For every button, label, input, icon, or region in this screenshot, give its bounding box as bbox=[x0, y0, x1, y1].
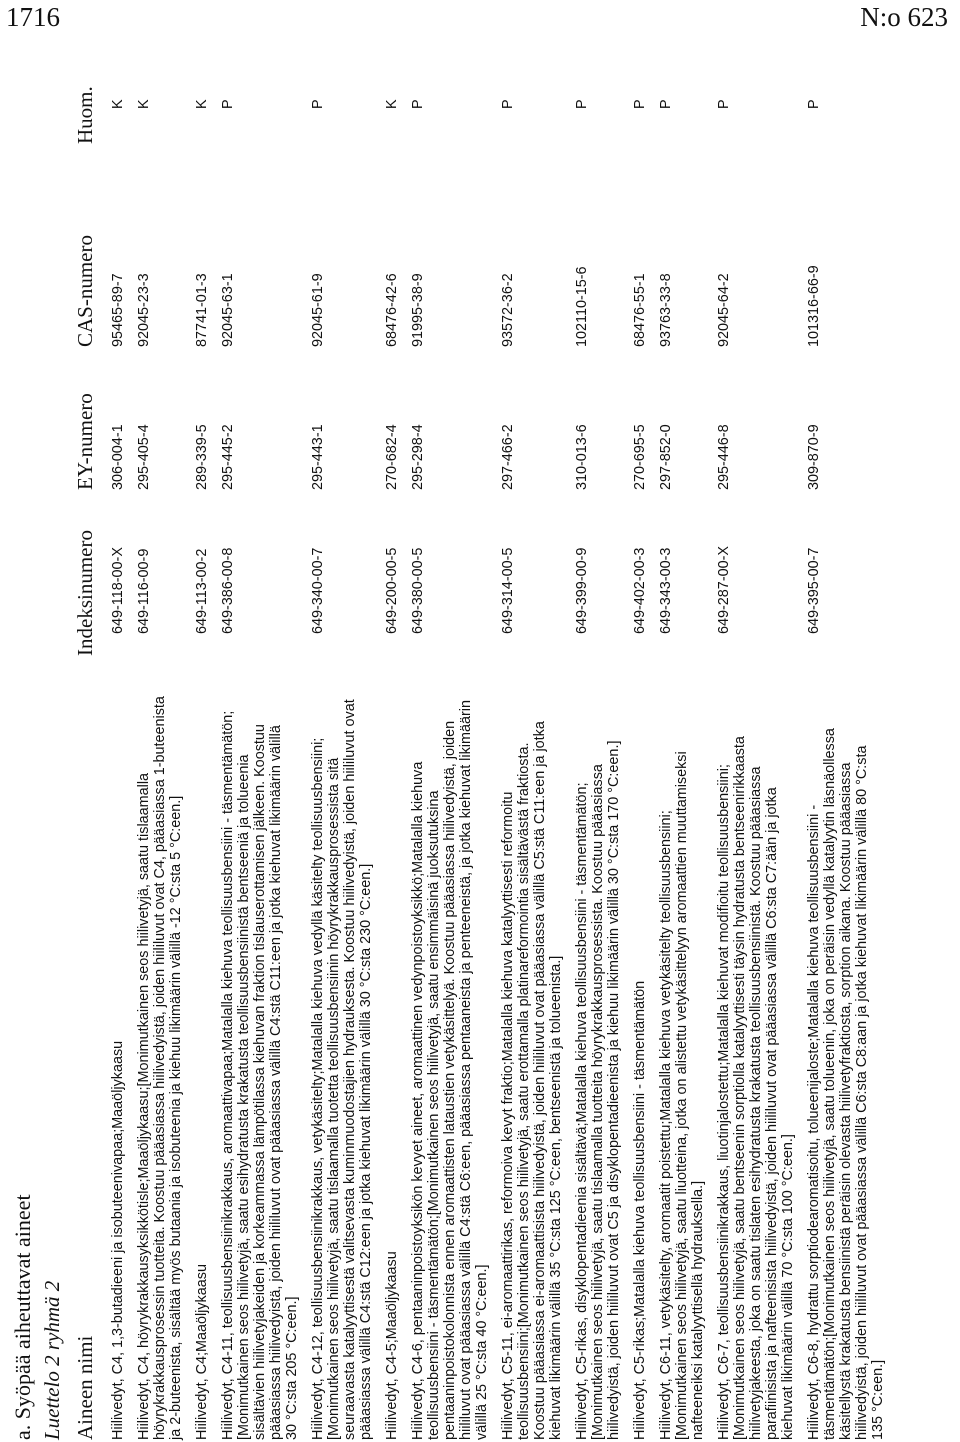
substance-name-line: ja 2-buteenista, sisältää myös butaania ja isobuteenia ja kiehuu likimäärin välillä -12 °C:sta 5 °C:een.] bbox=[168, 795, 184, 1440]
substance-name-line: hiilivedyistä, joiden hiililuvut ovat C5 ja disyklopentadieenista ja kiehuu likimäärin välillä 30 °C:sta 170 °C:een.] bbox=[606, 740, 622, 1440]
substance-name-line: Hiilivedyt, C4, höyrykrakkausyksikkötisle;Maaöljykaasu;[Monimutkainen seos hiilivetyjä, saatu tislaamalla bbox=[136, 772, 152, 1440]
note-code: K bbox=[110, 99, 126, 109]
header-ey: EY-numero bbox=[73, 393, 97, 490]
substance-name-line: [Monimutkainen seos hiilivetyjä, saatu bentseenin sorptiolla katalyyttisesti täysin hydratusta bentseenirikkaasta bbox=[732, 736, 748, 1440]
cas-number: 87741-01-3 bbox=[194, 273, 210, 347]
header-note: Huom. bbox=[73, 86, 97, 144]
index-number: 649-402-00-3 bbox=[632, 547, 648, 634]
note-code: P bbox=[310, 99, 326, 109]
substance-name-line: Hiilivedyt, C4-12, teollisuusbensiinikrakkaus, vetykäsitelty;Matalalla kiehuva vedyllä käsitelty teollisuusbensiini; bbox=[310, 737, 326, 1440]
note-code: K bbox=[384, 99, 400, 109]
index-number: 649-343-00-3 bbox=[658, 547, 674, 634]
substance-name bbox=[136, 660, 184, 1440]
index-number: 649-200-00-5 bbox=[384, 547, 400, 634]
note-code: K bbox=[136, 99, 152, 109]
substance-name-line: hiililuvut ovat pääasiassa välillä C4:stä C6:een, pääasiassa pentaaneista ja penteeneistä, ja jotka kiehuvat likimäärin bbox=[458, 700, 474, 1440]
substance-name-line: täsmentämätön;[Monimutkainen seos hiilivetyjä, saatu tolueenin, joka on peräisin vedyllä katalyytin läsnäollessa bbox=[822, 728, 838, 1440]
substance-name-line: Hiilivedyt, C4-6, pentaaninpoistoyksikön kevyet aineet, aromaattinen vedynpoistoyksikkö;Matalalla kiehuva bbox=[410, 761, 426, 1440]
section-title: a. Syöpää aiheuttavat aineet bbox=[10, 1194, 35, 1440]
index-number: 649-314-00-5 bbox=[500, 547, 516, 634]
index-number: 649-113-00-2 bbox=[194, 548, 210, 634]
ey-number: 297-852-0 bbox=[658, 424, 674, 490]
header-name: Aineen nimi bbox=[73, 1335, 97, 1440]
substance-name-line: pääasiassa välillä C4:stä C12:een ja jotka kiehuvat likimäärin välillä 30 °C:sta 230 °C:een.] bbox=[358, 863, 374, 1440]
list-title: Luettelo 2 ryhmä 2 bbox=[40, 1280, 64, 1440]
substance-name-line: Hiilivedyt, C6-7, teollisuusbensiinikrakkaus, liuotinjalostettu;Matalalla kiehuvat modifioitu teollisuusbensiini; bbox=[716, 764, 732, 1440]
ey-number: 309-870-9 bbox=[806, 424, 822, 490]
substance-name bbox=[384, 660, 400, 1440]
index-number: 649-399-00-9 bbox=[574, 547, 590, 634]
substance-name-line: teollisuusbensiini;[Monimutkainen seos hiilivetyjä, saatu erottamalla platinareformointia sisältävästä fraktiosta. bbox=[516, 742, 532, 1440]
substance-name-line: välillä 25 °C:sta 40 °C:een.] bbox=[474, 1264, 490, 1440]
ey-number: 310-013-6 bbox=[574, 424, 590, 490]
substance-name-line: Koostuu pääasiassa ei-aromaattisista hiilivedyistä, joiden hiililuvut ovat pääasiassa välillä C5:stä C11:een ja jotka bbox=[532, 721, 548, 1440]
index-number: 649-116-00-9 bbox=[136, 548, 152, 634]
substance-name bbox=[658, 660, 706, 1440]
substance-name-line: parafiinisista ja nafteenisista hiilivedyistä, joiden hiililuvut ovat pääasiassa välillä C6:sta C7:ään ja jotka bbox=[764, 787, 780, 1440]
substance-name bbox=[716, 660, 796, 1440]
substance-name-line: sisältävien hiilivetyjakeiden ja korkeammassa lämpötilassa kiehuvan fraktion tislauserottamisen jälkeen. Koostuu bbox=[252, 724, 268, 1440]
index-number: 649-386-00-8 bbox=[220, 547, 236, 634]
substance-name-line: [Monimutkainen seos hiilivetyjä, saatu liuotteina, jotka on alistettu vetykäsittelyyn aromaattien muuttamiseksi bbox=[674, 751, 690, 1440]
note-code: P bbox=[716, 99, 732, 109]
substance-name-line: Hiilivedyt, C4-5;Maaöljykaasu bbox=[384, 1251, 400, 1440]
issue-number: N:o 623 bbox=[860, 2, 948, 32]
substance-name-line: Hiilivedyt, C4;Maaöljykaasu bbox=[194, 1264, 210, 1440]
ey-number: 295-298-4 bbox=[410, 424, 426, 490]
substance-name-line: Hiilivedyt, C5-rikas, disyklopentadieenia sisältävä;Matalalla kiehuva teollisuusbensiini - täsmentämätön; bbox=[574, 782, 590, 1440]
substance-name-line: Hiilivedyt, C5-rikas;Matalalla kiehuva teollisuusbensiini - täsmentämätön bbox=[632, 980, 648, 1440]
substance-name-line: Hiilivedyt, C6-11, vetykäsitelty, aromaatit poistettu;Matalalla kiehuva vetykäsitelty teollisuusbensiini; bbox=[658, 810, 674, 1440]
substance-name-line: 30 °C:sta 205 °C:een.] bbox=[284, 1296, 300, 1440]
substance-name-line: kiehuvat likimäärin välillä 70 °C:sta 100 °C:een.] bbox=[780, 1134, 796, 1440]
cas-number: 93763-33-8 bbox=[658, 273, 674, 347]
ey-number: 297-466-2 bbox=[500, 424, 516, 490]
substance-name-line: hiilivetyjakeesta, joka on saatu tislaten esihydratusta krakatusta teollisuusbensiinistä. Koostuu pääasiassa bbox=[748, 766, 764, 1440]
rotated-table-page bbox=[10, 60, 950, 1440]
substance-name-line: [Monimutkainen seos hiilivetyjä, saatu tislaamalla tuotteita höyrykrakkausprosessista. Koostuu pääasiassa bbox=[590, 764, 606, 1440]
index-number: 649-287-00-X bbox=[716, 545, 732, 634]
cas-number: 92045-23-3 bbox=[136, 273, 152, 347]
substance-name-line: [Monimutkainen seos hiilivetyjä, saatu tislaamalla tuotetta teollisuusbensiinin höyrykrakkausprosessista sitä bbox=[326, 757, 342, 1440]
note-code: P bbox=[632, 99, 648, 109]
note-code: P bbox=[220, 99, 236, 109]
cas-number: 68476-42-6 bbox=[384, 273, 400, 347]
substance-name bbox=[806, 660, 886, 1440]
note-code: P bbox=[658, 99, 674, 109]
substance-name bbox=[410, 660, 490, 1440]
substance-name bbox=[110, 660, 126, 1440]
index-number: 649-395-00-7 bbox=[806, 547, 822, 634]
note-code: P bbox=[410, 99, 426, 109]
cas-number: 92045-61-9 bbox=[310, 273, 326, 347]
substance-name-line: 135 °C:een.] bbox=[870, 1359, 886, 1440]
ey-number: 295-445-2 bbox=[220, 424, 236, 490]
substance-name-line: teollisuusbensiini - täsmentämätön;[Monimutkainen seos hiilivetyjä, saatu ensimmäisinä juoksutuksina bbox=[426, 790, 442, 1440]
page-number: 1716 bbox=[6, 2, 60, 32]
ey-number: 289-339-5 bbox=[194, 424, 210, 490]
ey-number: 306-004-1 bbox=[110, 424, 126, 490]
header-cas: CAS-numero bbox=[73, 235, 97, 347]
substance-name bbox=[500, 660, 564, 1440]
substance-name-line: pentaaninpoistokolonnista ennen aromaattisten lataustien vetykäsittelyä. Koostuu pääasiassa hiilivedyistä, joiden bbox=[442, 720, 458, 1440]
note-code: P bbox=[500, 99, 516, 109]
note-code: K bbox=[194, 99, 210, 109]
index-number: 649-380-00-5 bbox=[410, 547, 426, 634]
substance-name bbox=[574, 660, 622, 1440]
ey-number: 270-682-4 bbox=[384, 424, 400, 490]
cas-number: 92045-64-2 bbox=[716, 273, 732, 347]
substance-name bbox=[632, 660, 648, 1440]
header-index: Indeksinumero bbox=[73, 530, 97, 656]
note-code: P bbox=[574, 99, 590, 109]
substance-name bbox=[194, 660, 210, 1440]
substance-name bbox=[310, 660, 374, 1440]
substance-name-line: [Monimutkainen seos hiilivetyjä, saatu esihydratusta krakatusta teollisuusbensiinistä bentseeniä ja tolueenia bbox=[236, 754, 252, 1440]
substance-name-line: Hiilivedyt, C4, 1,3-butadieeni ja isobuteenivapaa;Maaöljykaasu bbox=[110, 1040, 126, 1440]
substance-name-line: Hiilivedyt, C5-11, ei-aromaattirikas, reformoiva kevyt fraktio;Matalalla kiehuva katalyyttisesti reformoitu bbox=[500, 791, 516, 1440]
cas-number: 102110-15-6 bbox=[574, 266, 590, 347]
cas-number: 91995-38-9 bbox=[410, 273, 426, 347]
substance-name-line: käsitellystä krakatusta bensiinistä peräisin olevasta hiilivetyfraktiosta, sorption aikana. Koostuu pääasiassa bbox=[838, 762, 854, 1440]
substance-name-line: pääasiassa hiilivedyistä, joiden hiililuvut ovat pääasiassa välillä C4:stä C11:een ja jotka kiehuvat likimäärin välillä bbox=[268, 725, 284, 1440]
substance-name-line: Hiilivedyt, C4-11, teollisuusbensiinikrakkaus, aromaattivapaa;Matalalla kiehuva teollisuusbensiini - täsmentämätön; bbox=[220, 710, 236, 1440]
cas-number: 101316-66-9 bbox=[806, 265, 822, 347]
substance-name bbox=[220, 660, 300, 1440]
ey-number: 295-443-1 bbox=[310, 424, 326, 490]
ey-number: 295-446-8 bbox=[716, 424, 732, 490]
ey-number: 270-695-5 bbox=[632, 424, 648, 490]
cas-number: 95465-89-7 bbox=[110, 273, 126, 347]
substance-name-line: nafteeneiksi katalyyttisellä hydrauksella.] bbox=[690, 1180, 706, 1440]
cas-number: 68476-55-1 bbox=[632, 273, 648, 347]
substance-name-line: Hiilivedyt, C6-8, hydrattu sorptiodearomatisoitu, tolueenijaloste;Matalalla kiehuva teollisuusbensiini - bbox=[806, 804, 822, 1440]
index-number: 649-340-00-7 bbox=[310, 547, 326, 634]
substance-name-line: hiilivedyistä, joiden hiililuvut ovat pääasiassa välillä C6:sta C8:aan ja jotka kiehuvat likimäärin välillä 80 °C:sta bbox=[854, 745, 870, 1440]
ey-number: 295-405-4 bbox=[136, 424, 152, 490]
substance-name-line: seuraavasta katalyyttisestä valitsevasta kuminmuodostajien hydrauksesta. Koostuu hiilivedyistä, joiden hiililuvut ovat bbox=[342, 699, 358, 1440]
substance-name-line: höyrykrakkausprosessin tuotteita. Koostuu pääasiassa hiilivedyistä, joiden hiililuvut ovat C4, pääasiassa 1-buteenista bbox=[152, 696, 168, 1440]
substance-name-line: kiehuvat likimäärin välillä 35 °C:sta 125 °C:een, bentseenistä ja tolueenista.] bbox=[548, 955, 564, 1440]
table-header bbox=[72, 68, 100, 1440]
note-code: P bbox=[806, 99, 822, 109]
cas-number: 93572-36-2 bbox=[500, 273, 516, 347]
index-number: 649-118-00-X bbox=[110, 547, 126, 634]
cas-number: 92045-63-1 bbox=[220, 273, 236, 347]
